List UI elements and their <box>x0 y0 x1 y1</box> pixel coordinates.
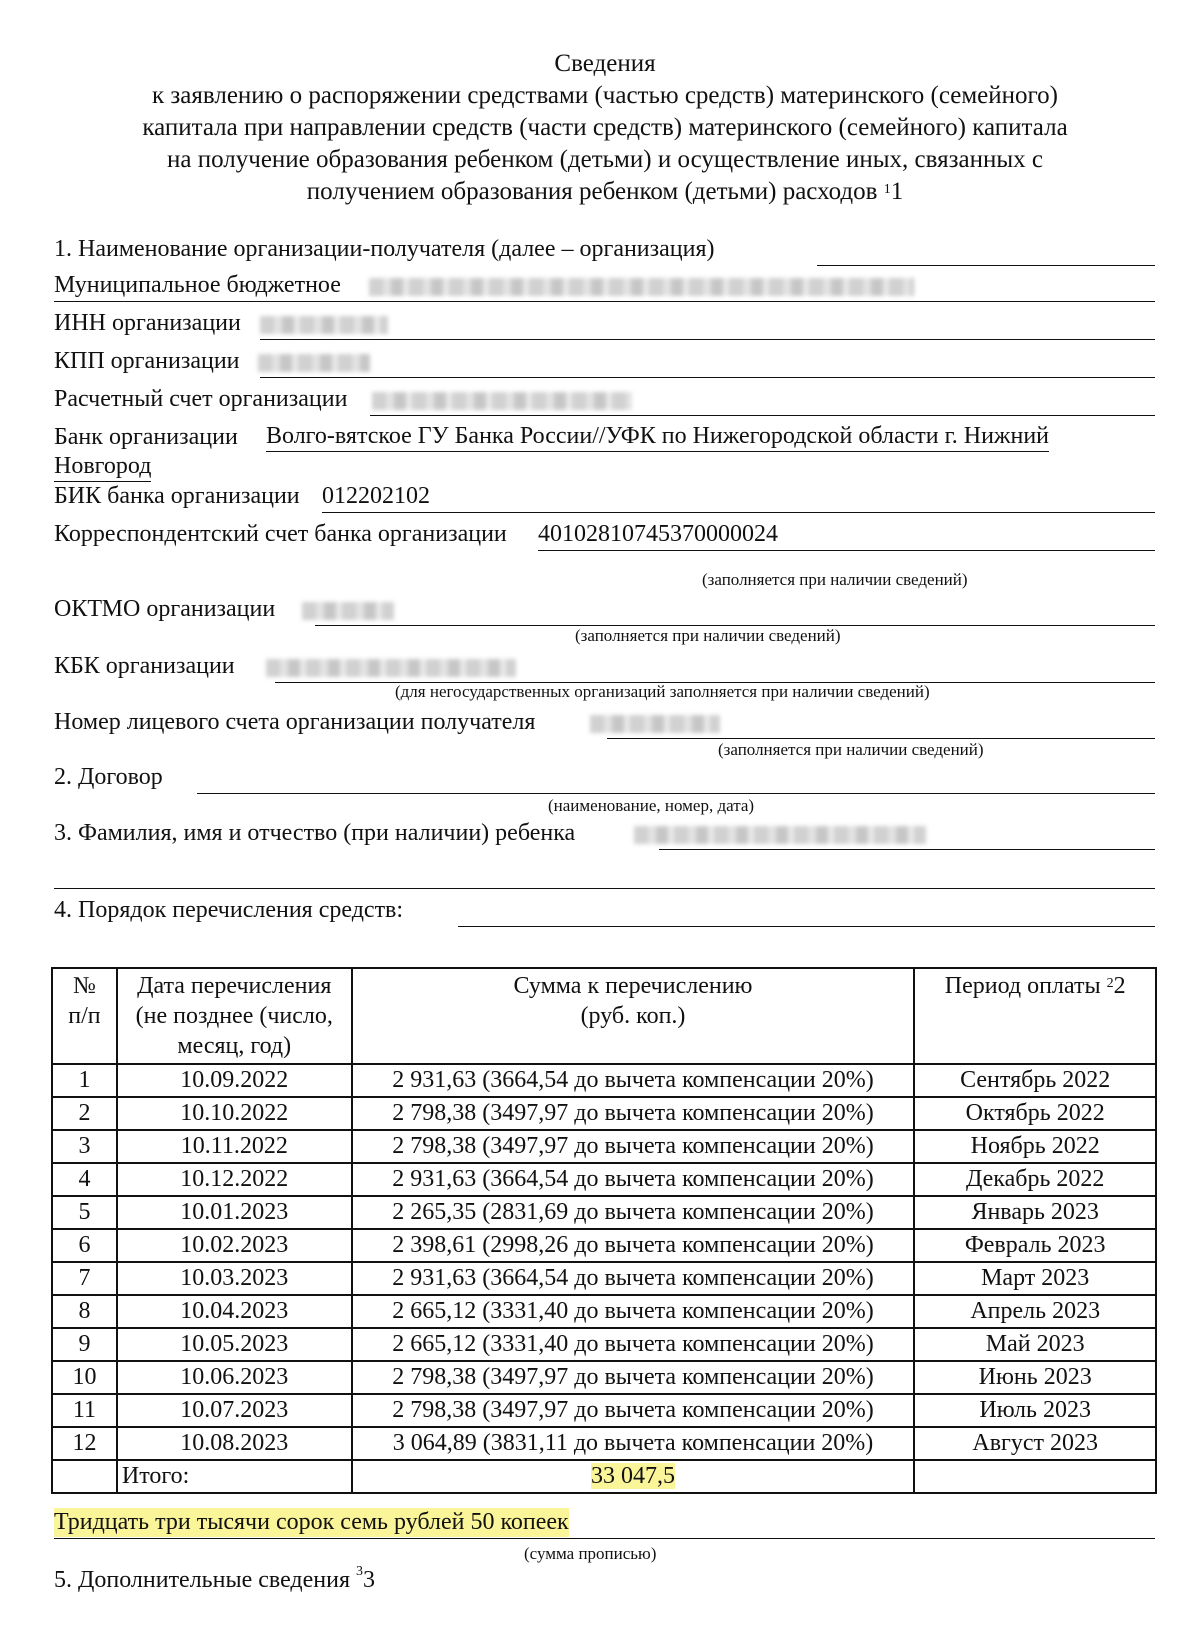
sum-in-words: Тридцать три тысячи сорок семь рублей 50 копеек <box>54 1509 569 1536</box>
bik-label: БИК банка организации <box>54 483 300 510</box>
bik-value: 012202102 <box>322 483 430 510</box>
table-row <box>52 1163 1156 1196</box>
child-row-2 <box>54 857 1155 891</box>
cell-sum: 2 931,63 (3664,54 до вычета компенсации 20%) <box>352 1262 915 1295</box>
kbk-row <box>54 651 1155 685</box>
title-line-4-text: получением образования ребенком (детьми) расходов <box>306 178 878 205</box>
header-period-footnote: 2 <box>1106 976 1114 991</box>
cell-date: 10.03.2023 <box>117 1262 352 1295</box>
oktmo-note: (заполняется при наличии сведений) <box>575 626 841 645</box>
corr-row <box>54 519 1155 553</box>
header-period-text: Период оплаты <box>944 973 1101 999</box>
order-line <box>458 926 1155 927</box>
table-row <box>52 1064 1156 1097</box>
table-row <box>52 1262 1156 1295</box>
cell-sum: 2 931,63 (3664,54 до вычета компенсации 20%) <box>352 1163 915 1196</box>
bank-row <box>54 422 1155 456</box>
contract-label: 2. Договор <box>54 764 163 791</box>
personal-account-row <box>54 707 1155 741</box>
redacted-child-name <box>634 826 926 844</box>
cell-date: 10.12.2022 <box>117 1163 352 1196</box>
cell-period: Январь 2023 <box>914 1196 1156 1229</box>
title-line-3: на получение образования ребенком (детьми) и осуществление иных, связанных с <box>167 146 1043 173</box>
kpp-row <box>54 346 1155 380</box>
header-num-line-2: п/п <box>68 1003 101 1029</box>
total-period-cell <box>914 1460 1156 1493</box>
sum-in-words-line <box>54 1538 1155 1539</box>
sum-in-words-note: (сумма прописью) <box>524 1544 657 1563</box>
inn-label: ИНН организации <box>54 310 241 337</box>
table-row <box>52 1295 1156 1328</box>
cell-n: 10 <box>52 1361 117 1394</box>
header-date-line-2: (не позднее (число, <box>135 1003 333 1029</box>
cell-date: 10.02.2023 <box>117 1229 352 1262</box>
org-name-value: Муниципальное бюджетное <box>54 272 341 299</box>
bik-line <box>322 512 1155 513</box>
cell-sum: 2 398,61 (2998,26 до вычета компенсации 20%) <box>352 1229 915 1262</box>
redacted-kbk <box>266 659 516 677</box>
corr-value: 40102810745370000024 <box>538 521 778 548</box>
child-line <box>659 849 1155 850</box>
total-empty-cell <box>52 1460 117 1493</box>
cell-sum: 2 665,12 (3331,40 до вычета компенсации 20%) <box>352 1328 915 1361</box>
child-label: 3. Фамилия, имя и отчество (при наличии) ребенка <box>54 820 576 847</box>
cell-sum: 2 665,12 (3331,40 до вычета компенсации 20%) <box>352 1295 915 1328</box>
inn-line <box>260 339 1155 340</box>
cell-n: 7 <box>52 1262 117 1295</box>
title-heading: Сведения <box>554 50 656 77</box>
personal-account-note: (заполняется при наличии сведений) <box>718 740 984 759</box>
inn-row <box>54 308 1155 342</box>
cell-n: 1 <box>52 1064 117 1097</box>
cell-period: Июль 2023 <box>914 1394 1156 1427</box>
header-sum-line-1: Сумма к перечислению <box>513 973 753 999</box>
child-line-2 <box>54 888 1155 889</box>
cell-period: Ноябрь 2022 <box>914 1130 1156 1163</box>
cell-n: 6 <box>52 1229 117 1262</box>
account-label: Расчетный счет организации <box>54 386 348 413</box>
personal-account-line <box>607 738 1155 739</box>
header-date-line-3: месяц, год) <box>177 1033 292 1059</box>
bik-row <box>54 481 1155 515</box>
cell-sum: 2 798,38 (3497,97 до вычета компенсации 20%) <box>352 1097 915 1130</box>
title-line-4 <box>40 176 1170 208</box>
cell-sum: 2 265,35 (2831,69 до вычета компенсации 20%) <box>352 1196 915 1229</box>
additional-info-footnote: 3 <box>356 1564 364 1579</box>
redacted-personal-account <box>590 715 720 733</box>
redacted-oktmo <box>302 602 394 620</box>
contract-row <box>54 762 1155 796</box>
cell-n: 11 <box>52 1394 117 1427</box>
table-row <box>52 1196 1156 1229</box>
cell-n: 12 <box>52 1427 117 1460</box>
table-row <box>52 1361 1156 1394</box>
table-row <box>52 1097 1156 1130</box>
header-period <box>914 968 1156 1064</box>
order-label: 4. Порядок перечисления средств: <box>54 897 404 924</box>
kpp-label: КПП организации <box>54 348 240 375</box>
cell-date: 10.01.2023 <box>117 1196 352 1229</box>
cell-sum: 2 931,63 (3664,54 до вычета компенсации 20%) <box>352 1064 915 1097</box>
cell-sum: 2 798,38 (3497,97 до вычета компенсации 20%) <box>352 1394 915 1427</box>
cell-date: 10.05.2023 <box>117 1328 352 1361</box>
footnote-number: 1 <box>890 178 904 205</box>
total-row <box>52 1460 1156 1493</box>
additional-info <box>54 1566 375 1595</box>
cell-period: Март 2023 <box>914 1262 1156 1295</box>
kbk-note: (для негосударственных организаций заполняется при наличии сведений) <box>395 682 930 701</box>
header-date-line-1: Дата перечисления <box>137 973 332 999</box>
contract-line <box>197 793 1155 794</box>
contract-note: (наименование, номер, дата) <box>548 796 755 815</box>
org-name-label: 1. Наименование организации-получателя (далее – организация) <box>54 236 715 263</box>
cell-n: 2 <box>52 1097 117 1130</box>
org-name-row <box>54 234 1155 268</box>
cell-period: Август 2023 <box>914 1427 1156 1460</box>
cell-period: Февраль 2023 <box>914 1229 1156 1262</box>
title-line-1: к заявлению о распоряжении средствами (частью средств) материнского (семейного) <box>152 82 1058 109</box>
title-line-2: капитала при направлении средств (части средств) материнского (семейного) капитала <box>142 114 1068 141</box>
oktmo-row <box>54 594 1155 628</box>
table-header <box>52 968 1156 1064</box>
redacted-org-name <box>369 278 914 296</box>
header-period-footnote-num: 2 <box>1113 973 1126 999</box>
cell-period: Май 2023 <box>914 1328 1156 1361</box>
corr-label: Корреспондентский счет банка организации <box>54 521 507 548</box>
redacted-inn <box>260 316 388 334</box>
cell-n: 5 <box>52 1196 117 1229</box>
org-name-value-line <box>54 301 1155 302</box>
child-row <box>54 818 1155 852</box>
header-num <box>52 968 117 1064</box>
header-sum-line-2: (руб. коп.) <box>580 1003 686 1029</box>
table-row <box>52 1394 1156 1427</box>
table-row <box>52 1130 1156 1163</box>
corr-line <box>538 550 1155 551</box>
cell-date: 10.09.2022 <box>117 1064 352 1097</box>
personal-account-label: Номер лицевого счета организации получателя <box>54 709 536 736</box>
total-value: 33 047,5 <box>591 1463 675 1489</box>
table-row <box>52 1328 1156 1361</box>
cell-sum: 2 798,38 (3497,97 до вычета компенсации 20%) <box>352 1361 915 1394</box>
org-name-line <box>817 265 1155 266</box>
cell-sum: 2 798,38 (3497,97 до вычета компенсации 20%) <box>352 1130 915 1163</box>
account-row <box>54 384 1155 418</box>
cell-period: Сентябрь 2022 <box>914 1064 1156 1097</box>
org-name-value-row <box>54 270 1155 304</box>
cell-sum: 3 064,89 (3831,11 до вычета компенсации 20%) <box>352 1427 915 1460</box>
redacted-account <box>372 392 632 410</box>
cell-period: Декабрь 2022 <box>914 1163 1156 1196</box>
cell-date: 10.08.2023 <box>117 1427 352 1460</box>
additional-info-footnote-num: 3 <box>363 1567 376 1593</box>
cell-n: 4 <box>52 1163 117 1196</box>
bank-value-1: Волго-вятское ГУ Банка России//УФК по Нижегородской области г. Нижний <box>266 422 1049 452</box>
table-row <box>52 1427 1156 1460</box>
footnote-marker: 1 <box>883 182 891 197</box>
cell-date: 10.11.2022 <box>117 1130 352 1163</box>
cell-period: Июнь 2023 <box>914 1361 1156 1394</box>
kbk-label: КБК организации <box>54 653 235 680</box>
cell-n: 9 <box>52 1328 117 1361</box>
cell-date: 10.04.2023 <box>117 1295 352 1328</box>
corr-note: (заполняется при наличии сведений) <box>702 570 968 589</box>
sum-in-words-row <box>54 1507 1155 1541</box>
total-cell <box>352 1460 915 1493</box>
redacted-kpp <box>258 354 370 372</box>
cell-n: 3 <box>52 1130 117 1163</box>
cell-n: 8 <box>52 1295 117 1328</box>
cell-date: 10.06.2023 <box>117 1361 352 1394</box>
total-label: Итого: <box>117 1460 352 1493</box>
cell-period: Октябрь 2022 <box>914 1097 1156 1130</box>
cell-period: Апрель 2023 <box>914 1295 1156 1328</box>
header-sum <box>352 968 915 1064</box>
payment-table <box>51 967 1157 1494</box>
document-title <box>40 48 1170 208</box>
header-num-line-1: № <box>72 973 96 999</box>
bank-value-2: Новгород <box>54 452 151 482</box>
cell-date: 10.10.2022 <box>117 1097 352 1130</box>
cell-date: 10.07.2023 <box>117 1394 352 1427</box>
additional-info-label: 5. Дополнительные сведения <box>54 1567 351 1593</box>
table-row <box>52 1229 1156 1262</box>
account-line <box>370 415 1155 416</box>
kpp-line <box>260 377 1155 378</box>
bank-label: Банк организации <box>54 424 238 451</box>
header-date <box>117 968 352 1064</box>
oktmo-label: ОКТМО организации <box>54 596 276 623</box>
order-row <box>54 895 1155 929</box>
